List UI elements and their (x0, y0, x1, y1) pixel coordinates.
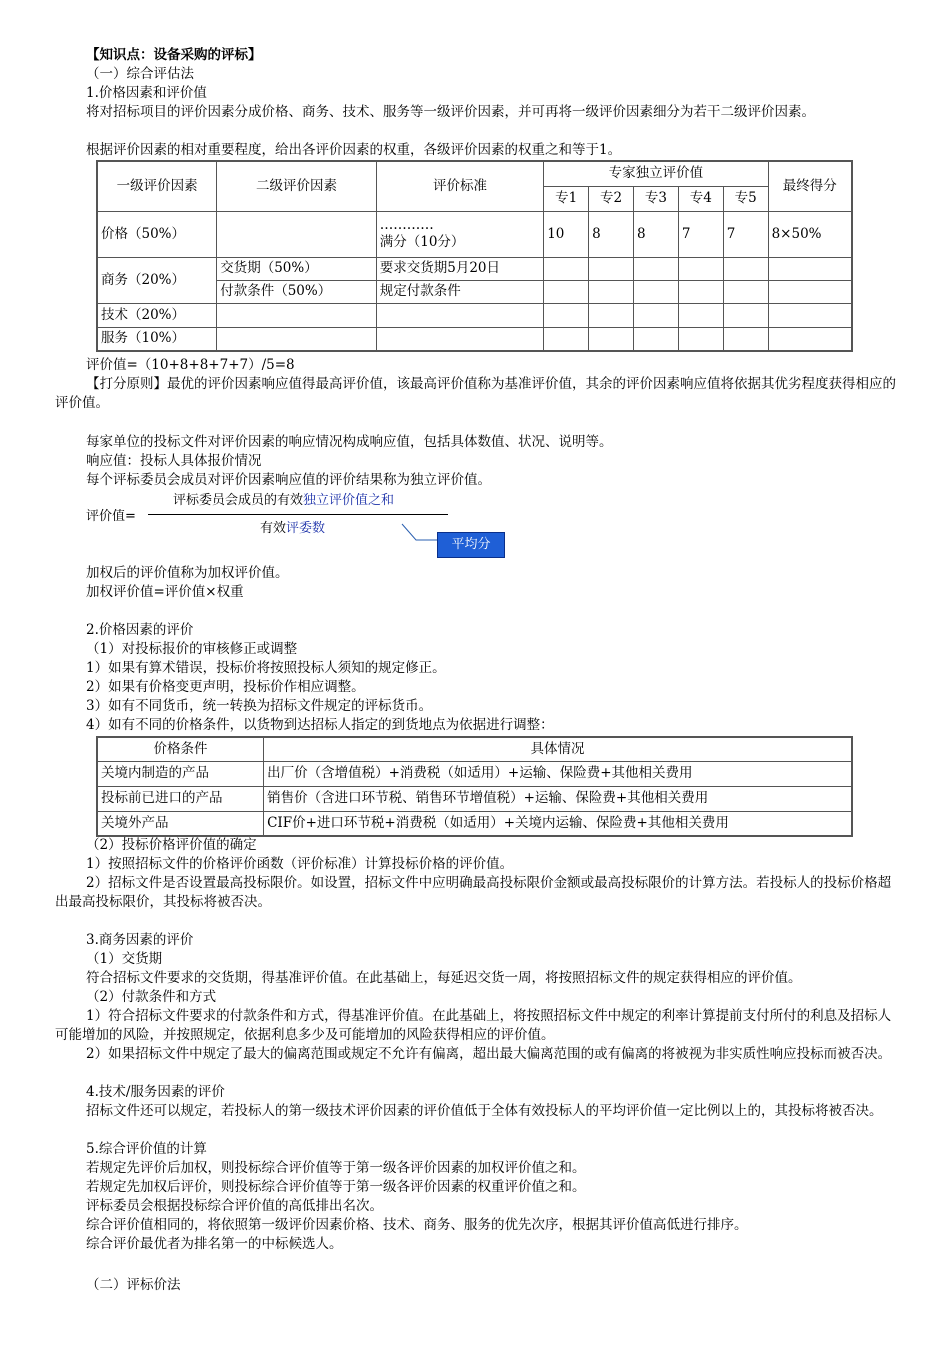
formula-numerator-highlight: 独立评价值之和 (303, 493, 395, 508)
calc-line: 评价值=（10+8+8+7+7）/5=8 (86, 357, 295, 373)
cell-criteria: 要求交货期5月20日 (376, 257, 543, 280)
subsection-title: 2.价格因素的评价 (86, 622, 194, 638)
paragraph: 符合招标文件要求的交货期，得基准评价值。在此基础上，每延迟交货一周，将按照招标文件的规定获得相应的评价值。 (86, 970, 802, 986)
header-final: 最终得分 (768, 161, 852, 211)
list-item: （2）付款条件和方式 (86, 989, 217, 1005)
list-item: 1）按照招标文件的价格评价函数（评价标准）计算投标价格的评价值。 (86, 856, 514, 872)
header-expert: 专1 (544, 186, 589, 211)
list-item: 3）如有不同货币，统一转换为招标文件规定的评标货币。 (86, 698, 433, 714)
criteria-line: 满分（10分） (379, 234, 465, 250)
cell-criteria: 规定付款条件 (376, 280, 543, 303)
cell-empty (217, 211, 377, 257)
list-item: （1）交货期 (86, 951, 163, 967)
formula-denominator (260, 519, 325, 538)
paragraph: 每家单位的投标文件对评价因素的响应情况构成响应值，包括具体数值、状况、说明等。 (86, 434, 613, 450)
callout-connector (398, 522, 440, 548)
paragraph: 若规定先评价后加权，则投标综合评价值等于第一级各评价因素的加权评价值之和。 (86, 1160, 586, 1176)
cell-condition: 关境外产品 (97, 811, 264, 836)
criteria-line: ………… (379, 217, 434, 233)
paragraph: 每个评标委员会成员对评价因素响应值的评价结果称为独立评价值。 (86, 472, 491, 488)
section-title: （一）综合评估法 (86, 66, 194, 82)
average-callout: 平均分 (437, 532, 505, 558)
cell-score: 8 (589, 211, 634, 257)
subsection-title: 5.综合评价值的计算 (86, 1141, 207, 1157)
table-row (97, 211, 852, 257)
cell-score: 7 (723, 211, 768, 257)
cell-level1: 服务（10%） (97, 327, 217, 351)
header-expert: 专2 (589, 186, 634, 211)
subsection-title: 1.价格因素和评价值 (86, 85, 207, 101)
list-item: 1）如果有算术错误，投标价将按照投标人须知的规定修正。 (86, 660, 446, 676)
list-item: 2）如果有价格变更声明，投标价作相应调整。 (86, 679, 365, 695)
cell-criteria (376, 211, 543, 257)
paragraph: 综合评价值相同的，将依照第一级评价因素价格、技术、商务、服务的优先次序，根据其评价值高低进行排序。 (86, 1217, 748, 1233)
table-row (97, 811, 852, 836)
header-expert: 专3 (633, 186, 678, 211)
header-criteria: 评价标准 (376, 161, 543, 211)
table-row (97, 303, 852, 327)
header-level1: 一级评价因素 (97, 161, 217, 211)
evaluation-table (96, 160, 853, 352)
scoring-rule: 【打分原则】最优的评价因素响应值得最高评价值，该最高评价值称为基准评价值，其余的评价因素响应值将依据其优劣程度获得相应的评价值。 (55, 376, 896, 411)
cell-details: 出厂价（含增值税）+消费税（如适用）+运输、保险费+其他相关费用 (264, 761, 852, 786)
list-item: （1）对投标报价的审核修正或调整 (86, 641, 298, 657)
list-item: （2）投标价格评价值的确定 (86, 837, 257, 853)
cell-score: 7 (678, 211, 723, 257)
header-level2: 二级评价因素 (217, 161, 377, 211)
paragraph: 响应值：投标人具体报价情况 (86, 453, 262, 469)
header-expert: 专4 (678, 186, 723, 211)
cell-score: 10 (544, 211, 589, 257)
header-expert: 专5 (723, 186, 768, 211)
cell-level1: 价格（50%） (97, 211, 217, 257)
fraction-bar (148, 514, 448, 515)
formula-denominator-highlight: 评委数 (286, 521, 326, 536)
header-price-condition: 价格条件 (97, 737, 264, 761)
heading: 【知识点：设备采购的评标】 (86, 47, 262, 63)
table-row (97, 327, 852, 351)
list-item: 4）如有不同的价格条件，以货物到达招标人指定的到货地点为依据进行调整： (86, 717, 554, 733)
paragraph: 招标文件还可以规定，若投标人的第一级技术评价因素的评价值低于全体有效投标人的平均评价值一定比例以上的，其投标将被否决。 (86, 1103, 883, 1119)
list-item: 2）如果招标文件中规定了最大的偏离范围或规定不允许有偏离，超出最大偏离范围的或有偏离的将被视为非实质性响应投标而被否决。 (86, 1046, 892, 1062)
list-item: 2）招标文件是否设置最高投标限价。如设置，招标文件中应明确最高投标限价金额或最高投标限价的计算方法。若投标人的投标价格超出最高投标限价，其投标将被否决。 (55, 875, 892, 910)
table-row (97, 257, 852, 280)
formula-numerator-text: 评标委员会成员的有效 (173, 493, 304, 508)
paragraph: 评标委员会根据投标综合评价值的高低排出名次。 (86, 1198, 383, 1214)
paragraph: 若规定先加权后评价，则投标综合评价值等于第一级各评价因素的权重评价值之和。 (86, 1179, 586, 1195)
subsection-title: 3.商务因素的评价 (86, 932, 194, 948)
list-item: 1）符合招标文件要求的付款条件和方式，得基准评价值。在此基础上，将按照招标文件中规定的利率计算提前支付所付的利息及招标人可能增加的风险，并按照规定，依据利息多少及可能增加的风险获得相应的评价值。 (55, 1008, 892, 1043)
cell-level2: 付款条件（50%） (217, 280, 377, 303)
table-row (97, 761, 852, 786)
paragraph: 加权评价值=评价值×权重 (86, 584, 244, 600)
section-title: （二）评标价法 (86, 1277, 181, 1293)
paragraph: 将对招标项目的评价因素分成价格、商务、技术、服务等一级评价因素，并可再将一级评价因素细分为若干二级评价因素。 (86, 104, 815, 120)
subsection-title: 4.技术/服务因素的评价 (86, 1084, 225, 1100)
cell-details: CIF价+进口环节税+消费税（如适用）+关境内运输、保险费+其他相关费用 (264, 811, 852, 836)
paragraph: 加权后的评价值称为加权评价值。 (86, 565, 289, 581)
paragraph: 根据评价因素的相对重要程度，给出各评价因素的权重，各级评价因素的权重之和等于1。 (86, 142, 622, 158)
formula-denominator-text: 有效 (260, 521, 287, 536)
header-expert-group: 专家独立评价值 (544, 161, 768, 186)
cell-level1: 商务（20%） (97, 257, 217, 303)
formula-numerator (173, 491, 394, 510)
cell-condition: 投标前已进口的产品 (97, 786, 264, 811)
header-details: 具体情况 (264, 737, 852, 761)
cell-level2: 交货期（50%） (217, 257, 377, 280)
paragraph: 综合评价最优者为排名第一的中标候选人。 (86, 1236, 343, 1252)
table-row (97, 786, 852, 811)
cell-condition: 关境内制造的产品 (97, 761, 264, 786)
cell-level1: 技术（20%） (97, 303, 217, 327)
cell-final: 8×50% (768, 211, 852, 257)
cell-details: 销售价（含进口环节税、销售环节增值税）+运输、保险费+其他相关费用 (264, 786, 852, 811)
price-condition-table (96, 736, 853, 837)
formula-label: 评价值= (86, 509, 136, 524)
cell-score: 8 (633, 211, 678, 257)
